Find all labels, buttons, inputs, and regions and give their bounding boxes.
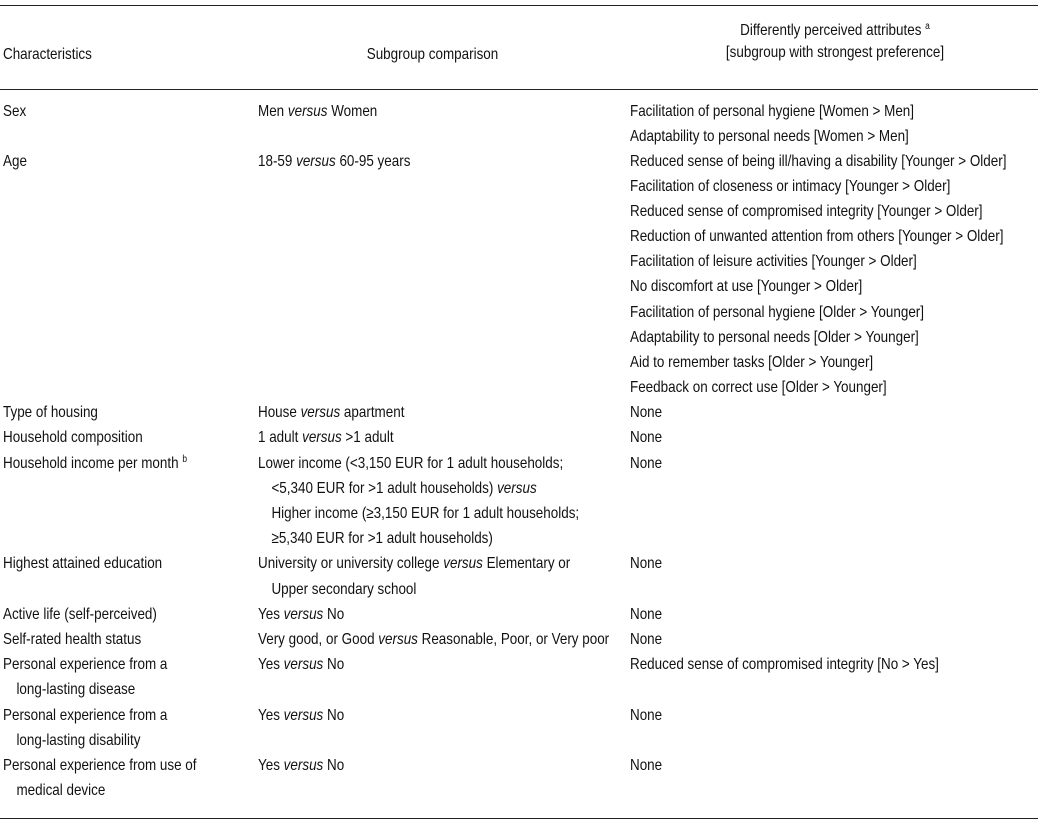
row-sex-attr-2: Adaptability to personal needs [Women > Men] — [630, 128, 909, 145]
row-disease-label-1: Personal experience from a — [3, 656, 168, 673]
row-education-attr: None — [630, 555, 663, 572]
row-housing-attr: None — [630, 404, 663, 421]
row-age-comparison: 18-59 versus 60-95 years — [258, 153, 411, 170]
row-household-attr: None — [630, 429, 663, 446]
row-sex-label: Sex — [3, 103, 27, 120]
row-housing-label: Type of housing — [3, 404, 98, 421]
row-disability-label-1: Personal experience from a — [3, 707, 168, 724]
row-disability-attr: None — [630, 707, 663, 724]
row-age-attr-9: Aid to remember tasks [Older > Younger] — [630, 354, 874, 371]
footnote-b-marker: b — [182, 454, 187, 465]
row-active-attr: None — [630, 606, 663, 623]
row-disability-comparison: Yes versus No — [258, 707, 345, 724]
row-age-attr-3: Reduced sense of compromised integrity [Younger > Older] — [630, 203, 983, 220]
row-disease-attr: Reduced sense of compromised integrity [No > Yes] — [630, 656, 939, 673]
row-health-label: Self-rated health status — [3, 631, 142, 648]
header-characteristics: Characteristics — [3, 46, 92, 63]
row-device-attr: None — [630, 757, 663, 774]
row-income-label: Household income per month $^b$ — [3, 454, 187, 472]
row-active-label: Active life (self-perceived) — [3, 606, 157, 623]
table-header-rule — [0, 89, 1038, 90]
table-bottom-rule — [0, 818, 1038, 819]
row-health-comparison: Very good, or Good versus Reasonable, Poor, or Very poor — [258, 631, 610, 648]
row-household-label: Household composition — [3, 429, 143, 446]
row-age-attr-8: Adaptability to personal needs [Older > Younger] — [630, 329, 919, 346]
header-attributes: Differently perceived attributes $^a$ [subgroup with strongest preference] — [725, 21, 945, 61]
row-age-attr-7: Facilitation of personal hygiene [Older > Younger] — [630, 304, 925, 321]
row-age-attr-5: Facilitation of leisure activities [Younger > Older] — [630, 253, 917, 270]
row-age-attr-6: No discomfort at use [Younger > Older] — [630, 278, 863, 295]
row-income-comparison-1: Lower income (<3,150 EUR for 1 adult households; — [258, 455, 564, 472]
row-age-attr-1: Reduced sense of being ill/having a disability [Younger > Older] — [630, 153, 1007, 170]
row-device-label-1: Personal experience from use of — [3, 757, 197, 774]
footnote-a-marker: a — [925, 21, 930, 32]
row-age-attr-10: Feedback on correct use [Older > Younger] — [630, 379, 887, 396]
row-income-comparison-3: Higher income (≥3,150 EUR for 1 adult households; — [271, 505, 580, 522]
row-income-comparison-2: <5,340 EUR for >1 adult households) versus — [271, 480, 537, 497]
row-device-comparison: Yes versus No — [258, 757, 345, 774]
header-subgroup-comparison: Subgroup comparison — [366, 46, 499, 63]
row-education-comparison-1: University or university college versus Elementary or — [258, 555, 571, 572]
row-disease-comparison: Yes versus No — [258, 656, 345, 673]
row-age-label: Age — [3, 153, 27, 170]
row-sex-attr-1: Facilitation of personal hygiene [Women > Men] — [630, 103, 915, 120]
row-income-comparison-4: ≥5,340 EUR for >1 adult households) — [271, 530, 493, 547]
row-age-attr-4: Reduction of unwanted attention from others [Younger > Older] — [630, 228, 1004, 245]
row-income-attr: None — [630, 455, 663, 472]
row-sex-comparison: Men versus Women — [258, 103, 378, 120]
table-top-rule — [0, 5, 1038, 6]
row-disability-label-2: long-lasting disability — [16, 732, 141, 749]
row-education-comparison-2: Upper secondary school — [271, 581, 417, 598]
row-household-comparison: 1 adult versus >1 adult — [258, 429, 394, 446]
row-device-label-2: medical device — [16, 782, 106, 799]
row-age-attr-2: Facilitation of closeness or intimacy [Younger > Older] — [630, 178, 951, 195]
row-housing-comparison: House versus apartment — [258, 404, 405, 421]
row-education-label: Highest attained education — [3, 555, 163, 572]
row-disease-label-2: long-lasting disease — [16, 681, 136, 698]
row-health-attr: None — [630, 631, 663, 648]
row-active-comparison: Yes versus No — [258, 606, 345, 623]
